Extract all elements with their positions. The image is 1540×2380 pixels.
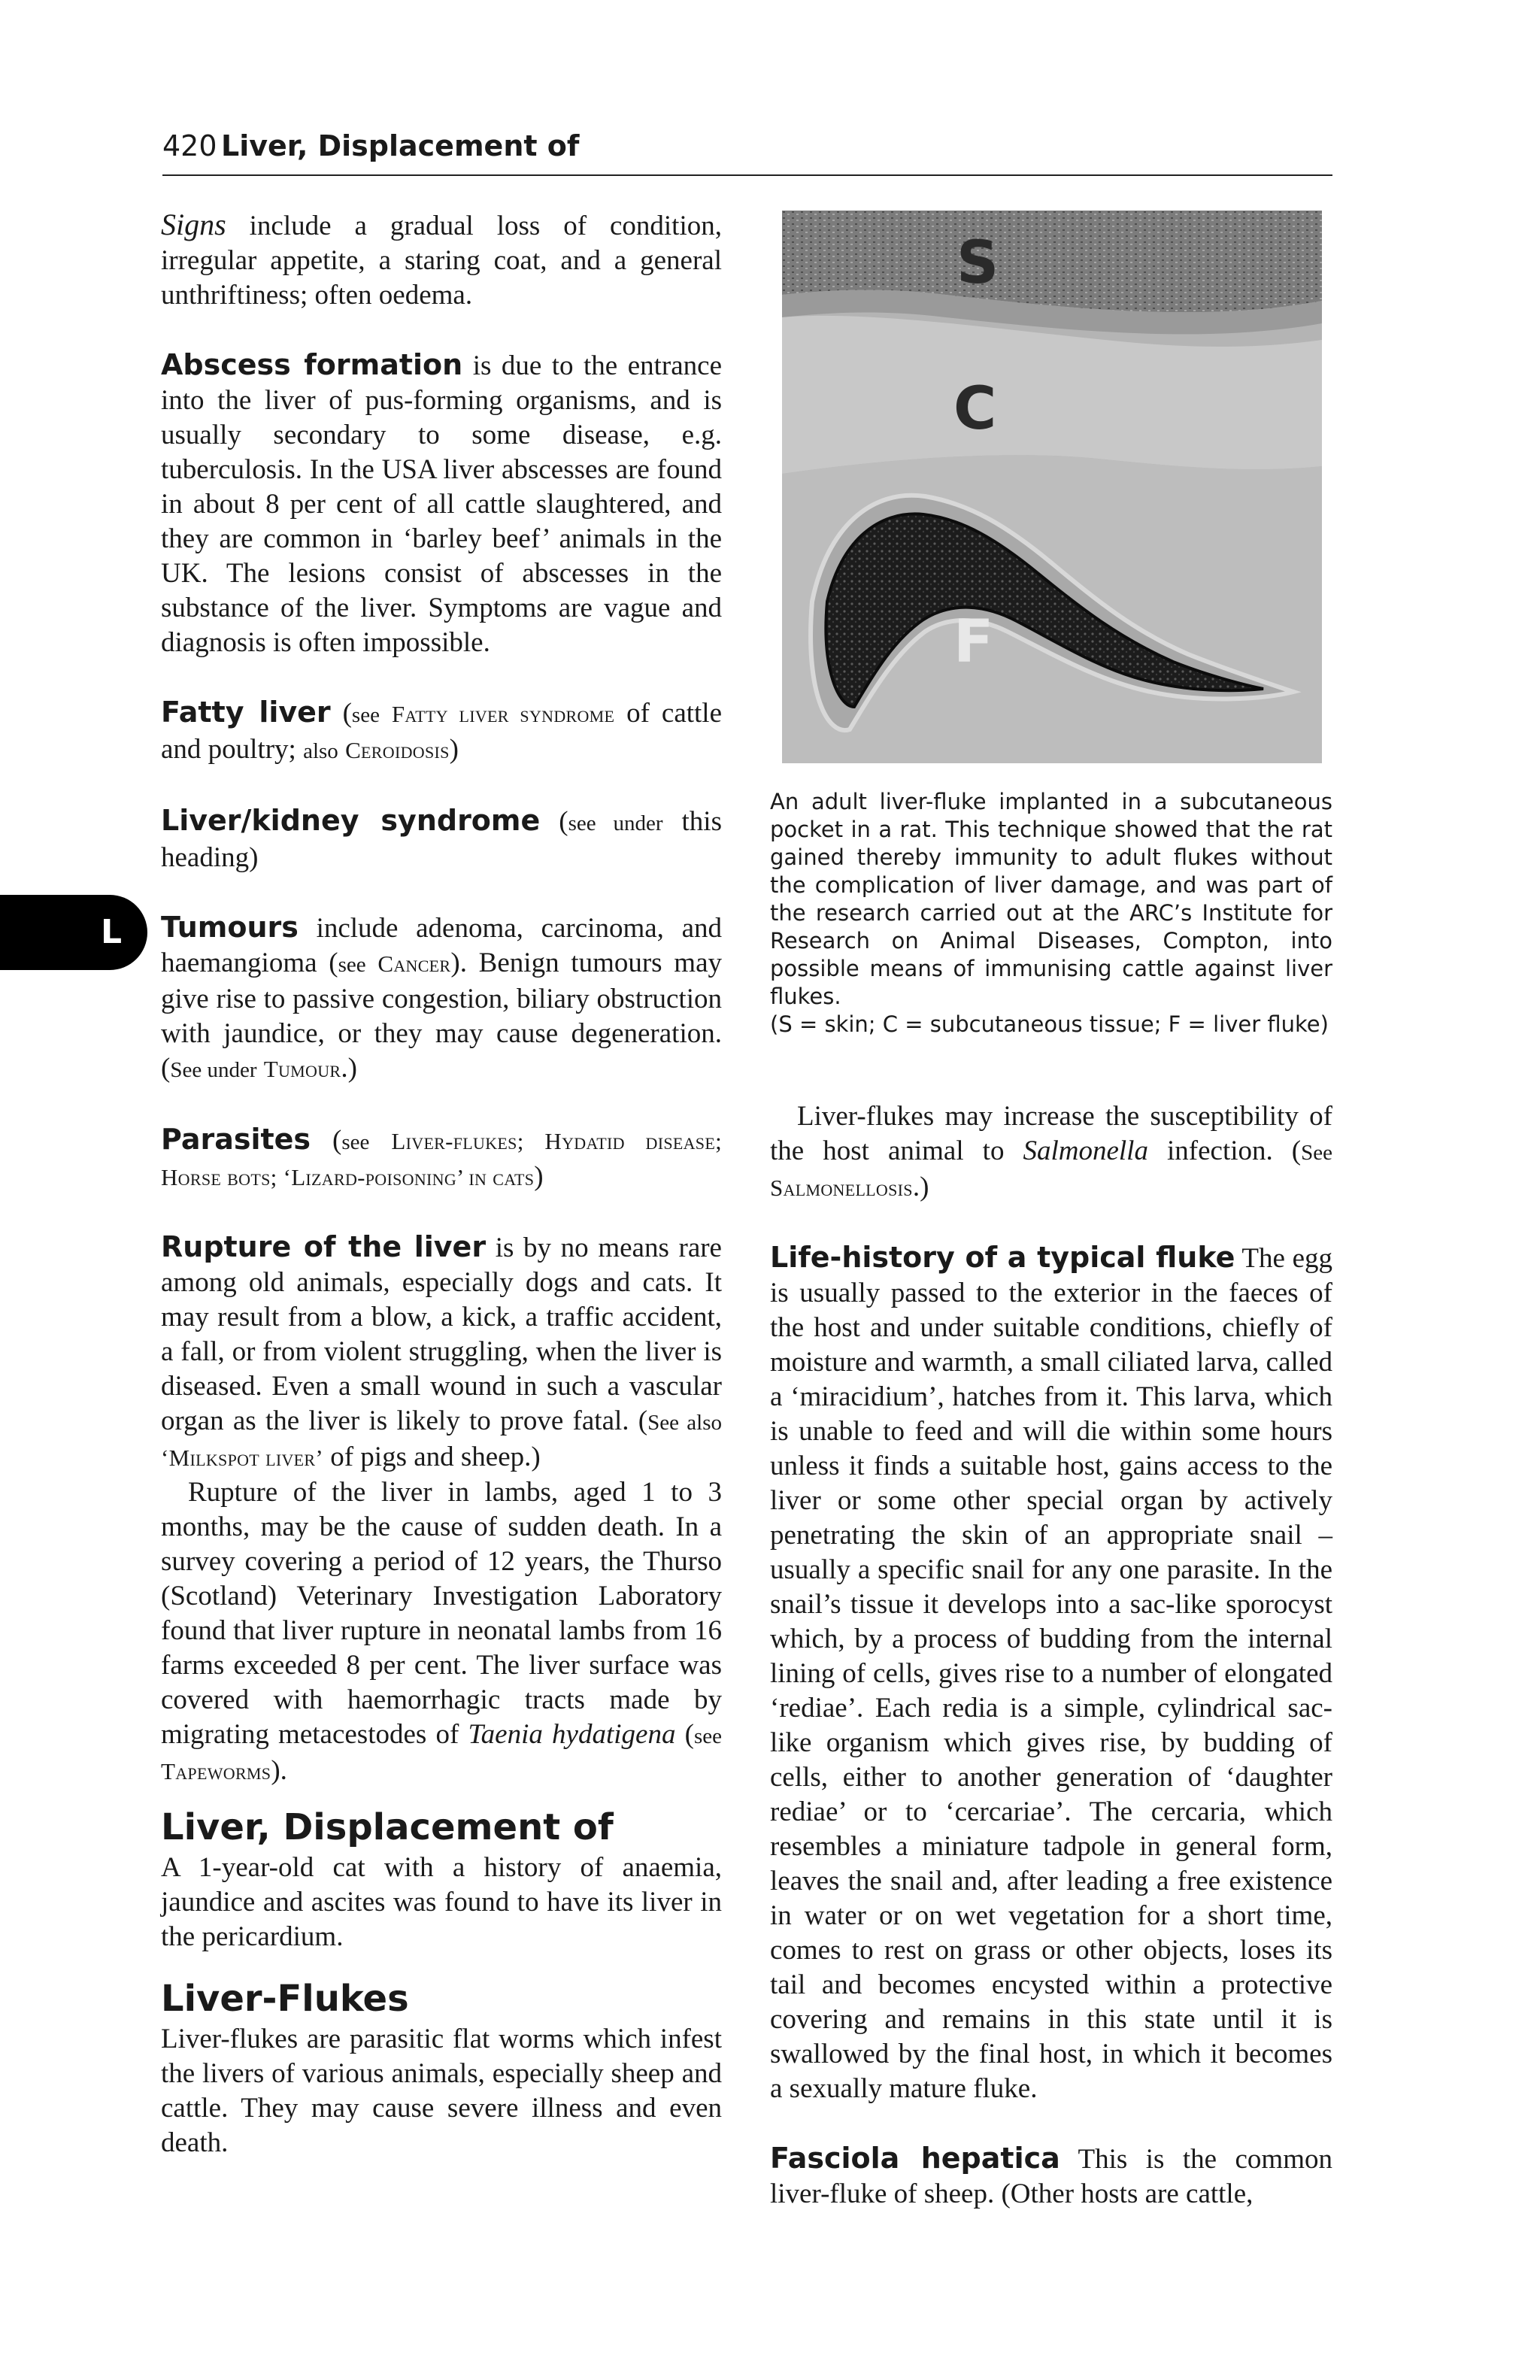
- fasciola-text: This is the common liver-fluke of sheep. (Other hosts are cattle,: [770, 2144, 1332, 2209]
- left-column: [161, 208, 722, 2195]
- fatty-see: see: [351, 703, 380, 727]
- signs-paragraph: [161, 208, 722, 313]
- fatty-also: also: [303, 739, 338, 763]
- figure-label-c: C: [953, 375, 997, 443]
- salmonella-ref: Salmonellosis: [770, 1175, 913, 1201]
- parasites-refs: Liver-flukes; Hydatid disease; Horse bots; ‘Lizard-poisoning’ in cats: [161, 1128, 722, 1190]
- figure-label-s: S: [956, 229, 999, 297]
- rupture-text: is by no means rare among old animals, especially dogs and cats. It may result from a blow, a kick, a traffic accident, a fall, or from violent struggling, when the liver is diseased. Even a small wound in such a vascular organ as the liver is likely to prove fatal. (: [161, 1232, 722, 1436]
- rupture-lambs-ref: Tapeworms: [161, 1758, 271, 1784]
- figure-caption-legend: (S = skin; C = subcutaneous tissue; F = liver fluke): [770, 1011, 1329, 1037]
- displacement-text: A 1-year-old cat with a history of anaemia, jaundice and ascites was found to have its liver in the pericardium.: [161, 1852, 722, 1952]
- rupture-lambs-text: Rupture of the liver in lambs, aged 1 to 3 months, may be the cause of sudden death. In a survey covering a period of 12 years, the Thurso (Scotland) Veterinary Investigation Laboratory found that liver rupture in neonatal lambs from 16 farms exceeded 8 per cent. The liver surface was covered with haemorrhagic tracts made by migrating metacestodes of: [161, 1477, 722, 1750]
- displacement-title: Liver, Displacement of: [161, 1806, 614, 1848]
- signs-lead: Signs: [161, 208, 226, 241]
- tumours-text: include adenoma, carcinoma, and haemangioma (: [161, 913, 722, 978]
- fasciola-lead: Fasciola hepatica: [770, 2142, 1060, 2175]
- parasites-lead: Parasites: [161, 1123, 311, 1156]
- figure-label-f: F: [953, 608, 994, 676]
- rupture-lambs-paragraph: Rupture of the liver in lambs, aged 1 to 3 months, may be the cause of sudden death. In a survey covering a period of 12 years, the Thurso (Scotland) Veterinary Investigation Laboratory found that liver rupture in neonatal lambs from 16 farms exceeded 8 per cent. The liver surface was covered with haemorrhagic tracts made by migrating metacestodes of Taenia hydatigena (see Tapeworms).: [161, 1477, 723, 1786]
- fasciola-paragraph: [770, 2141, 1332, 2212]
- liver-kidney-see: see under: [568, 811, 663, 835]
- liver-fluke-photograph: [782, 211, 1322, 763]
- rupture-lead: Rupture of the liver: [161, 1230, 487, 1263]
- parasites-paragraph: Parasites (see Liver-flukes; Hydatid disease; Horse bots; ‘Lizard-poisoning’ in cats): [161, 1123, 722, 1192]
- thumb-index-tab: [0, 895, 147, 970]
- tumours-text-2: ). Benign tumours may give rise to passive congestion, biliary obstruction with jaundice, or they may cause degeneration. (: [161, 947, 722, 1084]
- abscess-text: is due to the entrance into the liver of pus-forming organisms, and is usually secondary to some disease, e.g. tuberculosis. In the USA liver abscesses are found in about 8 per cent of all cattle slaughtered, and they are common in ‘barley beef’ animals in the UK. The lesions consist of abscesses in the substance of the liver. Symptoms are vague and diagnosis is often impossible.: [161, 350, 722, 658]
- signs-text: include a gradual loss of condition, irregular appetite, a staring coat, and a general unthriftiness; often oedema.: [161, 211, 722, 311]
- life-history-lead: Life-history of a typical fluke: [770, 1241, 1235, 1274]
- life-history-paragraph: [770, 1240, 1332, 2106]
- tumours-paragraph: [161, 910, 722, 1087]
- salmonella-see: See: [1301, 1141, 1332, 1165]
- liver-kidney-lead: Liver/kidney syndrome: [161, 804, 541, 837]
- right-column: [770, 1099, 1332, 2246]
- thumb-index-letter: L: [100, 913, 122, 951]
- abscess-paragraph: [161, 347, 722, 660]
- running-head: Liver, Displacement of: [221, 129, 580, 162]
- fatty-liver-paragraph: Fatty liver (see Fatty liver syndrome of cattle and poultry; also Ceroidosis): [161, 696, 723, 765]
- fatty-ref-1: Fatty liver syndrome: [391, 701, 615, 727]
- figure-caption: [770, 788, 1332, 1038]
- tumours-see-2: See under: [170, 1058, 257, 1082]
- tumours-see: see: [338, 953, 366, 977]
- tumours-ref: Cancer: [377, 950, 451, 977]
- rupture-lambs-species: Taenia hydatigena: [468, 1719, 676, 1750]
- rupture-lambs-see: see: [693, 1724, 723, 1748]
- salmonella-paragraph: [770, 1099, 1332, 1205]
- rupture-lambs-end: ).: [271, 1755, 287, 1786]
- figure-caption-text: An adult liver-fluke implanted in a subcutaneous pocket in a rat. This technique showed that the rat gained thereby immunity to adult flukes without the complication of liver damage, and was part of the research carried out at the ARC’s Institute for Research on Animal Diseases, Compton, into possible means of immunising cattle against liver flukes.: [770, 789, 1332, 1009]
- salmonella-italic: Salmonella: [1023, 1135, 1148, 1166]
- page-number: 420: [162, 129, 217, 162]
- rupture-see: See also: [647, 1411, 722, 1435]
- fatty-ref-2: Ceroidosis: [345, 737, 450, 763]
- rupture-ref: ‘Milkspot liver’: [161, 1445, 323, 1471]
- liver-flukes-title: Liver-Flukes: [161, 1978, 409, 2020]
- salmonella-text-2: infection. (: [1147, 1135, 1302, 1166]
- fatty-liver-lead: Fatty liver: [161, 696, 331, 729]
- parasites-see: see: [341, 1130, 370, 1154]
- salmonella-text: Liver-flukes may increase the susceptibility of the host animal to: [770, 1101, 1332, 1166]
- tumours-lead: Tumours: [161, 911, 299, 944]
- liver-fluke-micrograph: [782, 211, 1322, 763]
- abscess-lead: Abscess formation: [161, 348, 463, 381]
- salmonella-end: .): [912, 1172, 929, 1202]
- tumours-ref-2: Tumour: [263, 1056, 341, 1082]
- fatty-mid: of cattle and poultry;: [161, 698, 723, 765]
- liver-kidney-tail: this heading): [161, 806, 722, 873]
- liver-flukes-text: Liver-flukes are parasitic flat worms which infest the livers of various animals, especially sheep and cattle. They may cause severe illness and even death.: [161, 2024, 722, 2158]
- running-header: [162, 126, 1332, 176]
- rupture-text-2: of pigs and sheep.): [323, 1442, 541, 1472]
- rupture-paragraph: [161, 1229, 722, 1475]
- tumours-end: .): [341, 1053, 357, 1084]
- life-history-text: The egg is usually passed to the exterior in the faeces of the host and under suitable conditions, chiefly of moisture and warmth, a small ciliated larva, called a ‘miracidium’, hatches from it. This larva, which is unable to feed and will die within some hours unless it finds a suitable host, gains access to the liver or some other special organ by actively penetrating the skin of an appropriate snail – usually a specific snail for any one parasite. In the snail’s tissue it develops into a sac-like sporocyst which, by a process of budding from the internal lining of cells, gives rise to a number of elongated ‘rediae’. Each redia is a simple, cylindrical sac-like organism which gives rise, by budding of cells, either to another generation of ‘daughter rediae’ or to ‘cercariae’. The cercaria, which resembles a miniature tadpole in general form, leaves the snail and, after leading a free existence in water or on wet vegetation for a short time, comes to rest on grass or other objects, loses its tail and becomes encysted within a protective covering and remains in this state until it is swallowed by the final host, in which it becomes a sexually mature fluke.: [770, 1243, 1332, 2104]
- liver-kidney-paragraph: Liver/kidney syndrome (see under this heading): [161, 804, 722, 873]
